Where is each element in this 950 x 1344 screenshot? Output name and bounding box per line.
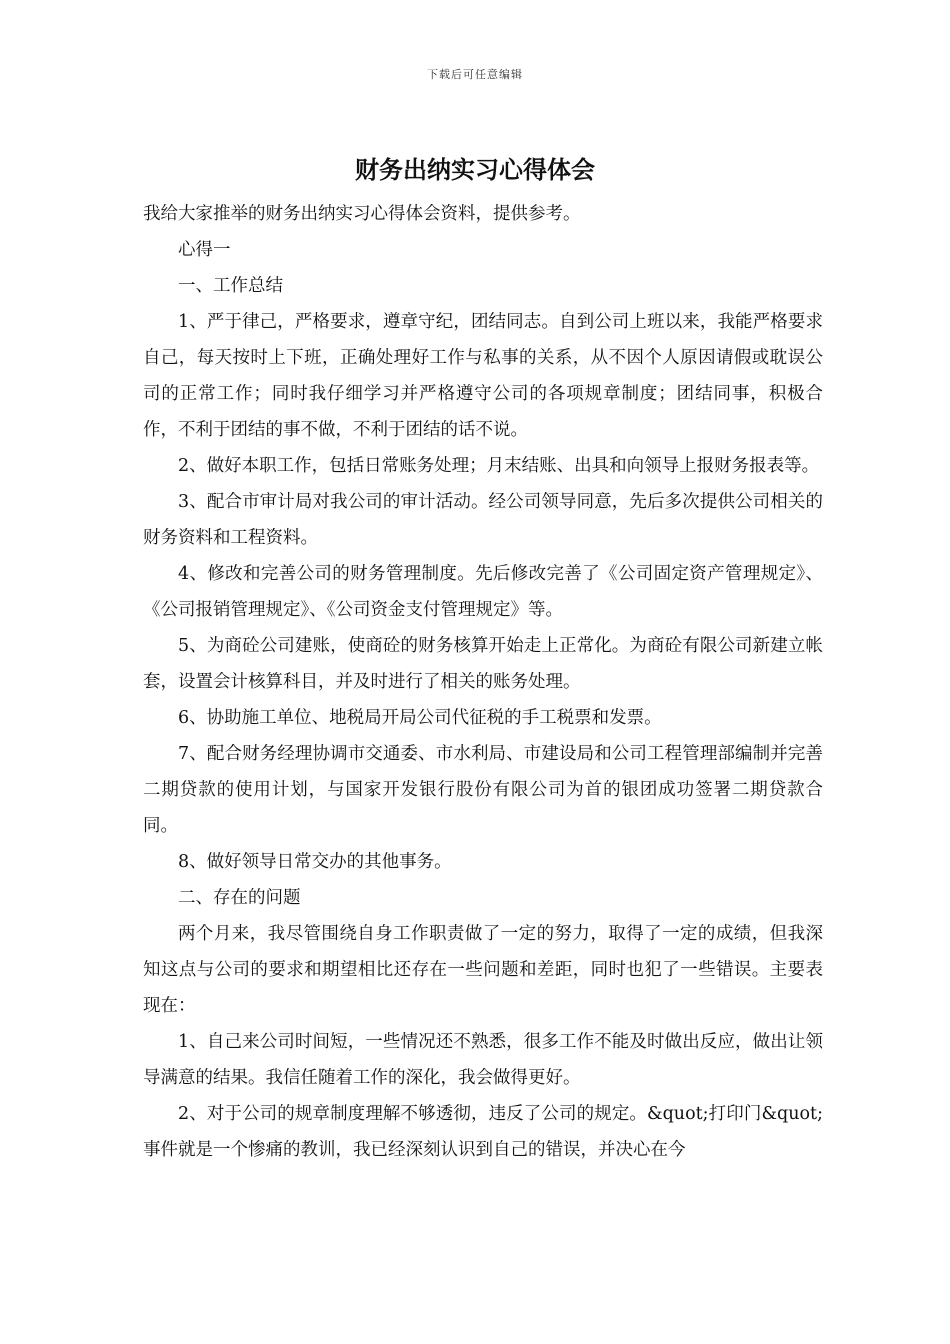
document-title: 财务出纳实习心得体会 <box>355 155 595 184</box>
header-note: 下载后可任意编辑 <box>427 68 523 81</box>
body-paragraph: 两个月来，我尽管围绕自身工作职责做了一定的努力，取得了一定的成绩，但我深知这点与公司的要求和期望相比还存在一些问题和差距，同时也犯了一些错误。主要表现在： <box>143 924 823 1016</box>
body-paragraph: 4、修改和完善公司的财务管理制度。先后修改完善了《公司固定资产管理规定》、《公司报销管理规定》、《公司资金支付管理规定》等。 <box>143 564 823 620</box>
body-paragraph: 5、为商砼公司建账，使商砼的财务核算开始走上正常化。为商砼有限公司新建立帐套，设置会计核算科目，并及时进行了相关的账务处理。 <box>143 636 823 692</box>
body-paragraph: 3、配合市审计局对我公司的审计活动。经公司领导同意，先后多次提供公司相关的财务资料和工程资料。 <box>143 492 823 548</box>
body-paragraph: 1、自己来公司时间短，一些情况还不熟悉，很多工作不能及时做出反应，做出让领导满意的结果。我信任随着工作的深化，我会做得更好。 <box>143 1032 823 1088</box>
intro-paragraph: 我给大家推举的财务出纳实习心得体会资料，提供参考。 <box>143 204 581 224</box>
section-heading: 二、存在的问题 <box>178 888 301 908</box>
body-paragraph: 2、做好本职工作，包括日常账务处理；月末结账、出具和向领导上报财务报表等。 <box>178 456 820 476</box>
body-paragraph: 6、协助施工单位、地税局开局公司代征税的手工税票和发票。 <box>178 708 662 728</box>
body-paragraph: 7、配合财务经理协调市交通委、市水利局、市建设局和公司工程管理部编制并完善二期贷款的使用计划，与国家开发银行股份有限公司为首的银团成功签署二期贷款合同。 <box>143 744 823 836</box>
document-body <box>143 196 823 1168</box>
section-heading: 心得一 <box>178 240 231 260</box>
body-paragraph: 1、严于律己，严格要求，遵章守纪，团结同志。自到公司上班以来，我能严格要求自己，每天按时上下班，正确处理好工作与私事的关系，从不因个人原因请假或耽误公司的正常工作；同时我仔细学习并严格遵守公司的各项规章制度；团结同事，积极合作，不利于团结的事不做，不利于团结的话不说。 <box>143 312 823 440</box>
body-paragraph: 8、做好领导日常交办的其他事务。 <box>178 852 452 872</box>
body-paragraph: 2、对于公司的规章制度理解不够透彻，违反了公司的规定。&quot;打印门&quot;事件就是一个惨痛的教训，我已经深刻认识到自己的错误，并决心在今 <box>143 1104 823 1160</box>
section-heading: 一、工作总结 <box>178 276 283 296</box>
